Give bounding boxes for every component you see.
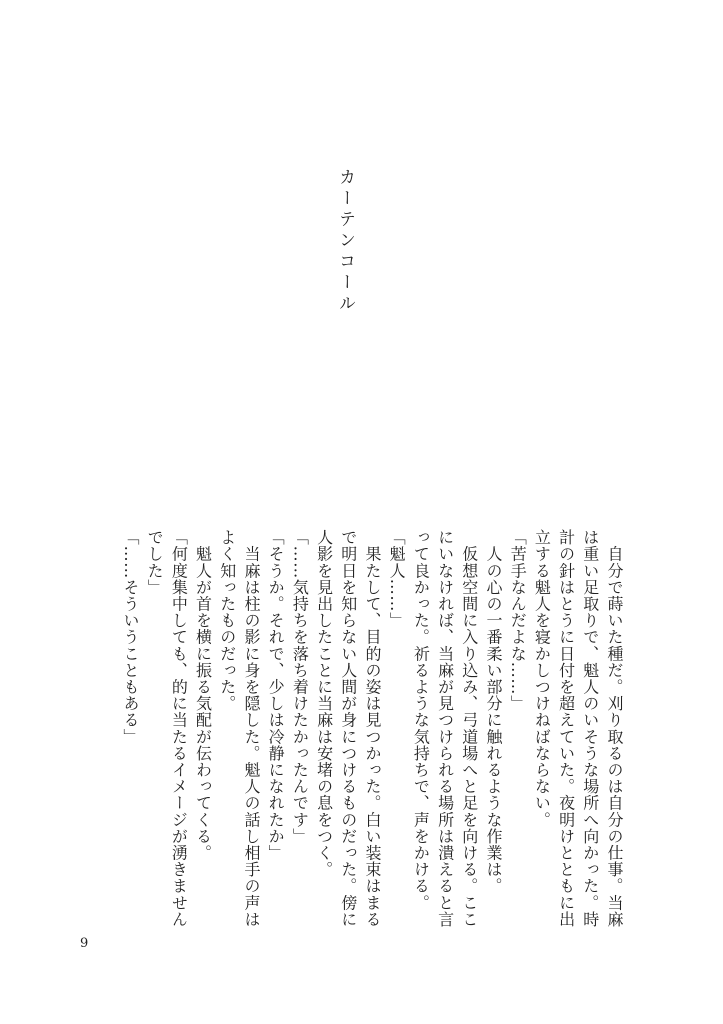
paragraph: 「……気持ちを落ち着けたかったんです」: [290, 529, 310, 845]
paragraph: 魁人が首を横に振る気配が伝わってくる。: [193, 529, 213, 861]
paragraph: 「何度集中しても、的に当たるイメージが湧きませんでした」: [145, 529, 189, 928]
paragraph: 仮想空間に入り込み、弓道場へと足を向ける。ここにいなければ、当麻が見つけられる場所は潰えると言って良かった。祈るような気持ちで、声をかける。: [411, 529, 479, 928]
paragraph: 人の心の一番柔い部分に触れるような作業は。: [483, 529, 503, 895]
paragraph: 果たして、目的の姿は見つかった。白い装束はまるで明日を知らない人間が身につけるものだった。傍に人影を見出したことに当麻は安堵の息をつく。: [314, 529, 382, 928]
paragraph: 「魁人……」: [387, 529, 407, 629]
paragraph: 「……そういうこともある」: [120, 529, 140, 745]
paragraph: 自分で蒔いた種だ。刈り取るのは自分の仕事。当麻は重い足取りで、魁人のいそうな場所へ向かった。時計の針はとうに日付を超えていた。夜明けとともに出立する魁人を寝かしつけねばならない。: [532, 529, 624, 928]
chapter-title: カーテンコール: [335, 168, 355, 315]
body-text: [96, 529, 626, 929]
paragraph: 「苦手なんだよな……」: [508, 529, 528, 712]
paragraph: 当麻は柱の影に身を隠した。魁人の話し相手の声はよく知ったものだった。: [217, 529, 261, 928]
paragraph: 「そうか。それで、少しは冷静になれたか」: [266, 529, 286, 861]
page-number: 9: [80, 936, 89, 951]
